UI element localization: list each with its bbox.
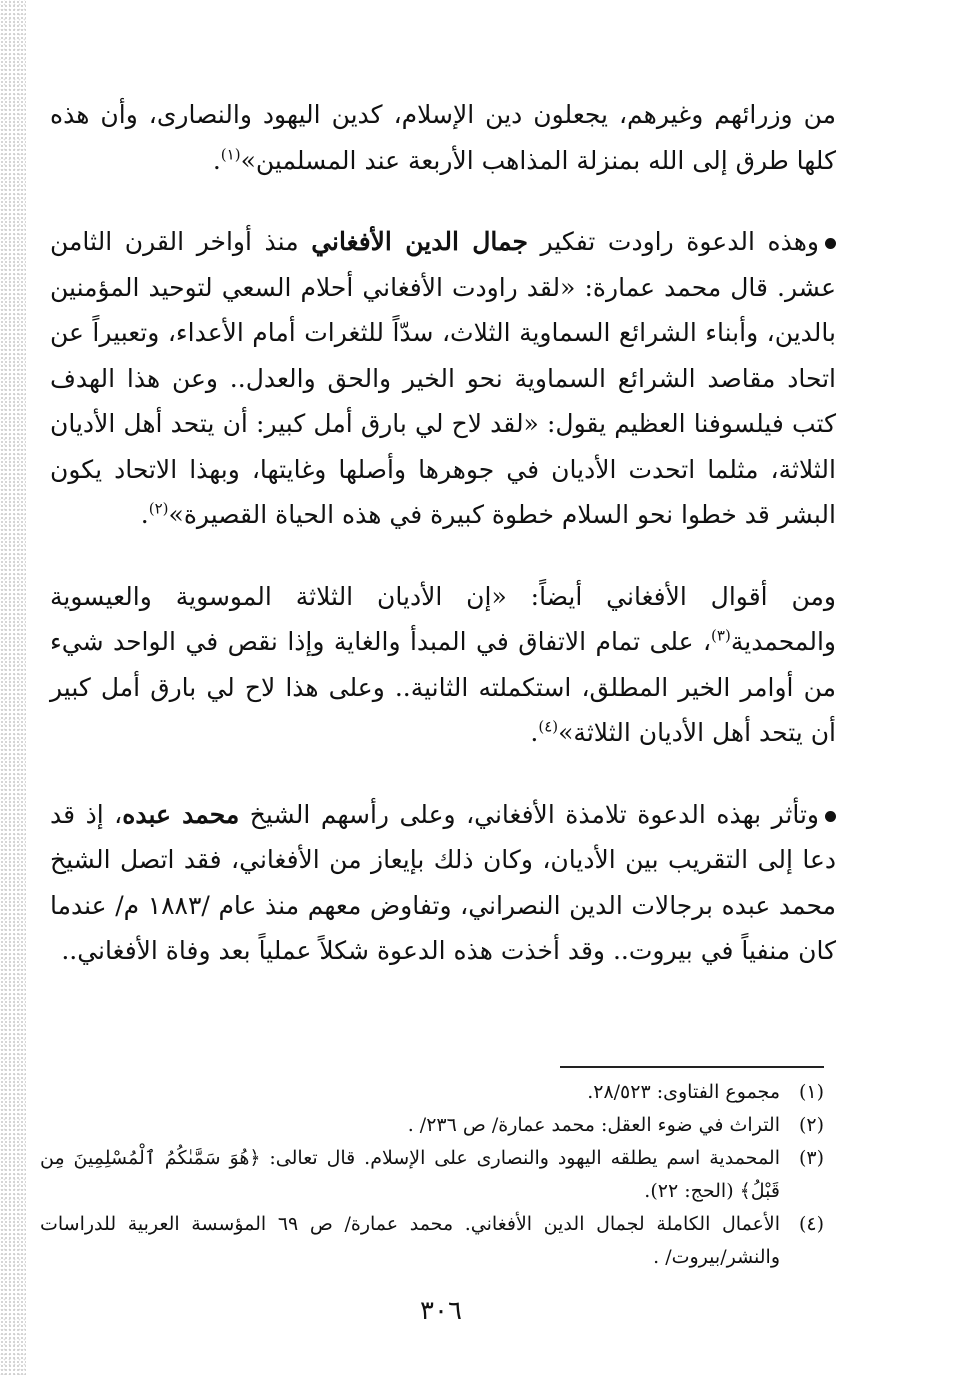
footnote-ref-3: (٣) [711,626,731,645]
footnote-text: المحمدية اسم يطلقه اليهود والنصارى على الإسلام. قال تعالى: ﴿هُوَ سَمَّىٰكُمُ ٱلْمُسْلِمِينَ مِن قَبْلُ﴾ (الحج: ٢٢). [40,1147,780,1202]
footnote-ref-2: (٢) [148,499,169,518]
footnote-number: (٣) [798,1147,824,1169]
paragraph-2: وهذه الدعوة راودت تفكير جمال الدين الأفغاني منذ أواخر القرن الثامن عشر. قال محمد عمارة: «لقد راودت الأفغاني أحلام السعي لتوحيد المؤمنين بالدين، وأبناء الشرائع السماوية الثلاث، سدّاً للثغرات أمام الأعداء، وتعبيراً عن اتحاد مقاصد الشرائع السماوية نحو الخير والحق والعدل.. وعن هذا الهدف كتب فيلسوفنا العظيم يقول: «لقد لاح لي بارق أمل كبير: أن يتحد أهل الأديان الثلاثة، مثلما اتحدت الأديان في جوهرها وأصلها وغايتها، وبهذا الاتحاد يكون البشر قد خطوا نحو السلام خطوة كبيرة في هذه الحياة القصيرة»$^{(٢)}$. [50,227,836,529]
footnote-number: (٤) [798,1213,824,1235]
paragraph-4: وتأثر بهذه الدعوة تلامذة الأفغاني، وعلى رأسهم الشيخ محمد عبده، إذ قد دعا إلى التقريب بين الأديان، وكان ذلك بإيعاز من الأفغاني، فقد اتصل الشيخ محمد عبده برجالات الدين النصراني، وتفاوض معهم منذ عام /١٨٨٣ م/ عندما كان منفياً في بيروت.. وقد أخذت هذه الدعوة شكلاً عملياً بعد وفاة الأفغاني.. [50,799,837,965]
footnote-4 [40,1208,824,1274]
footnote-text: مجموع الفتاوى: ٢٨/٥٢٣. [587,1081,780,1103]
bullet-icon [825,238,836,249]
footnote-number: (٢) [798,1114,824,1136]
bold-name-abduh: محمد عبده [122,799,240,829]
main-text [50,92,836,974]
scan-edge-texture [0,0,26,1375]
paragraph-3: ومن أقوال الأفغاني أيضاً: «إن الأديان الثلاثة الموسوية والعيسوية والمحمدية$^{(٣)}$، على تمام الاتفاق في المبدأ والغاية وإذا نقص في الواحد شيء من أوامر الخير المطلق، استكملته الثانية.. وعلى هذا لاح لي بارق أمل كبير أن يتحد أهل الأديان الثلاثة»$^{(٤)}$. [50,581,836,747]
footnote-number: (١) [798,1081,824,1103]
bold-name-afghani: جمال الدين الأفغاني [311,227,528,256]
footnotes [40,1076,824,1274]
paragraph-1: من وزرائهم وغيرهم، يجعلون دين الإسلام، كدين اليهود والنصارى، وأن هذه كلها طرق إلى الله بمنزلة المذاهب الأربعة عند المسلمين»$^{(١)}$. [50,100,836,175]
footnote-ref-4: (٤) [538,717,559,736]
page-number: ٣٠٦ [420,1296,462,1326]
footnote-text: الأعمال الكاملة لجمال الدين الأفغاني. محمد عمارة/ ص ٦٩ المؤسسة العربية للدراسات والنشر/بيروت/ . [40,1213,780,1268]
footnote-1 [40,1076,824,1109]
footnote-text: التراث في ضوء العقل: محمد عمارة/ ص ٢٣٦/ . [407,1114,780,1136]
bullet-icon [825,811,836,822]
footnote-ref-1: (١) [220,145,241,164]
footnote-2 [40,1109,824,1142]
footnote-3 [40,1142,824,1208]
footnote-divider [560,1066,824,1068]
